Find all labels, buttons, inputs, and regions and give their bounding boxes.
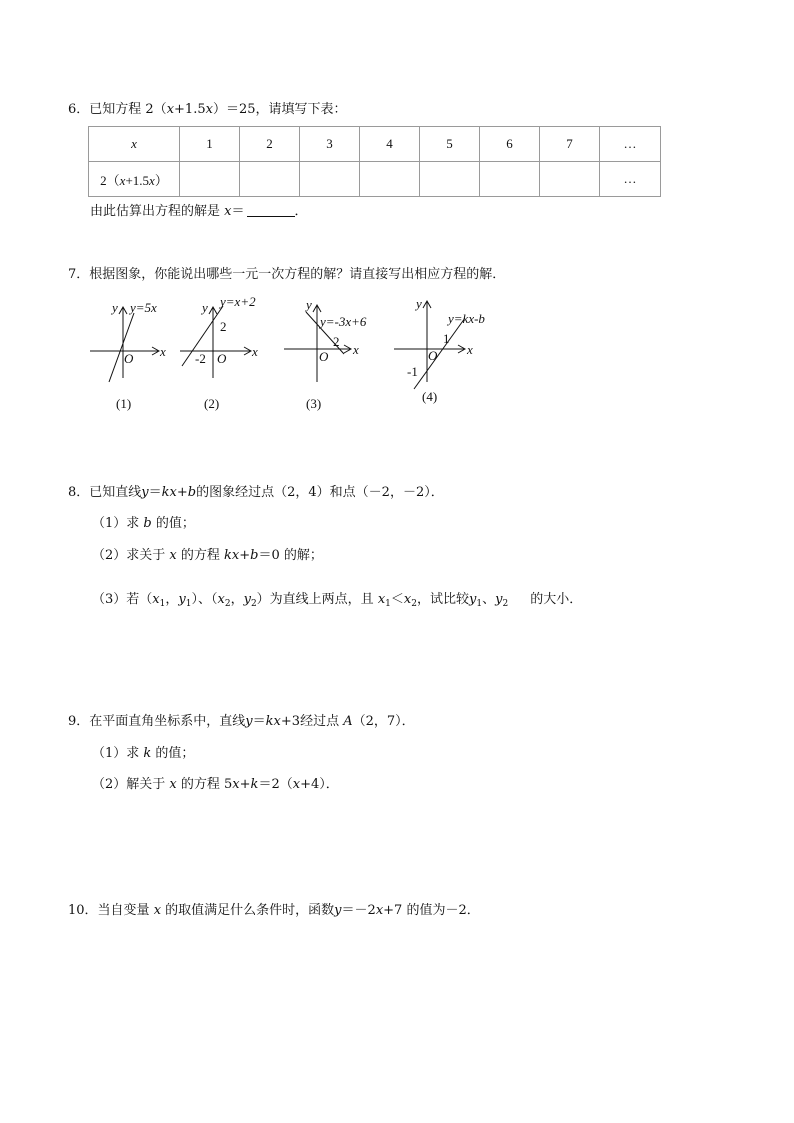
q8-part-2: （2）求关于 x 的方程 kx+b＝0 的解； bbox=[92, 548, 323, 563]
graph-caption: (1) bbox=[116, 396, 132, 411]
table-cell-empty[interactable] bbox=[180, 162, 240, 197]
x-axis-label: x bbox=[160, 344, 166, 359]
question-6: 6．已知方程 2（x+1.5x）＝25，请填写下表： bbox=[68, 102, 347, 117]
question-7: 7．根据图象，你能说出哪些一元一次方程的解？请直接写出相应方程的解． bbox=[68, 267, 506, 282]
y-axis-label: y bbox=[306, 297, 312, 312]
table-header-expression: 2（x+1.5x） bbox=[89, 162, 180, 197]
question-10: 10．当自变量 x 的取值满足什么条件时，函数y＝－2x+7 的值为－2． bbox=[68, 903, 480, 918]
function-line bbox=[414, 318, 465, 389]
answer-blank[interactable] bbox=[247, 204, 295, 217]
y-axis-label: y bbox=[112, 300, 118, 315]
table-cell-empty[interactable] bbox=[420, 162, 480, 197]
function-label: y=x+2 bbox=[220, 294, 256, 309]
table-cell: 6 bbox=[480, 127, 540, 162]
q9-part-2: （2）解关于 x 的方程 5x+k＝2（x+4）． bbox=[92, 777, 339, 792]
table-header-x: x bbox=[89, 127, 180, 162]
origin-label: O bbox=[217, 351, 227, 366]
table-cell: 1 bbox=[180, 127, 240, 162]
table-row bbox=[89, 127, 661, 162]
graph-caption: (4) bbox=[422, 389, 438, 404]
y-axis-label: y bbox=[416, 296, 422, 311]
y-intercept-label: -1 bbox=[407, 364, 418, 379]
table-cell-empty[interactable] bbox=[480, 162, 540, 197]
origin-label: O bbox=[124, 351, 134, 366]
table-row bbox=[89, 162, 661, 197]
table-cell: … bbox=[600, 162, 661, 197]
x-axis-label: x bbox=[467, 342, 473, 357]
x-intercept-label: -2 bbox=[195, 351, 206, 366]
x-axis-label: x bbox=[353, 342, 359, 357]
table-cell-empty[interactable] bbox=[300, 162, 360, 197]
table-cell: 3 bbox=[300, 127, 360, 162]
table-cell: 5 bbox=[420, 127, 480, 162]
graph-1 bbox=[88, 296, 168, 416]
graph-caption: (3) bbox=[306, 396, 322, 411]
function-label: y=-3x+6 bbox=[320, 314, 367, 329]
table-cell: … bbox=[600, 127, 661, 162]
q8-part-1: （1）求 b 的值； bbox=[92, 516, 195, 531]
table-cell-empty[interactable] bbox=[360, 162, 420, 197]
y-axis-label: y bbox=[202, 300, 208, 315]
graph-4 bbox=[392, 296, 502, 416]
table-cell-empty[interactable] bbox=[540, 162, 600, 197]
question-9: 9．在平面直角坐标系中，直线y＝kx+3经过点 A（2，7）． bbox=[68, 714, 415, 729]
function-label: y=5x bbox=[130, 300, 157, 315]
graph-caption: (2) bbox=[204, 396, 220, 411]
question-8: 8．已知直线y＝kx+b的图象经过点（2，4）和点（－2，－2）． bbox=[68, 485, 444, 500]
q6-estimate: 由此估算出方程的解是 x＝ ． bbox=[90, 204, 308, 219]
table-cell-empty[interactable] bbox=[240, 162, 300, 197]
x-axis-label: x bbox=[252, 344, 258, 359]
table-cell: 7 bbox=[540, 127, 600, 162]
origin-label: O bbox=[319, 349, 329, 364]
q8-part-3: （3）若（$x_1$，$y_1$）、（$x_2$，$y_2$）为直线上两点，且 $x_1<x_2$，试比较$y_1$、$y_2$ 的大小． bbox=[92, 592, 583, 609]
value-table bbox=[88, 126, 661, 197]
table-cell: 4 bbox=[360, 127, 420, 162]
x-intercept-label: 2 bbox=[333, 334, 340, 349]
table-cell: 2 bbox=[240, 127, 300, 162]
x-intercept-label: 1 bbox=[443, 331, 450, 346]
origin-label: O bbox=[428, 348, 438, 363]
graph-2 bbox=[178, 296, 268, 416]
y-intercept-label: 2 bbox=[220, 319, 227, 334]
graph-3 bbox=[282, 296, 382, 416]
function-line bbox=[109, 313, 134, 382]
q9-part-1: （1）求 k 的值； bbox=[92, 746, 195, 761]
function-label: y=kx-b bbox=[448, 311, 485, 326]
